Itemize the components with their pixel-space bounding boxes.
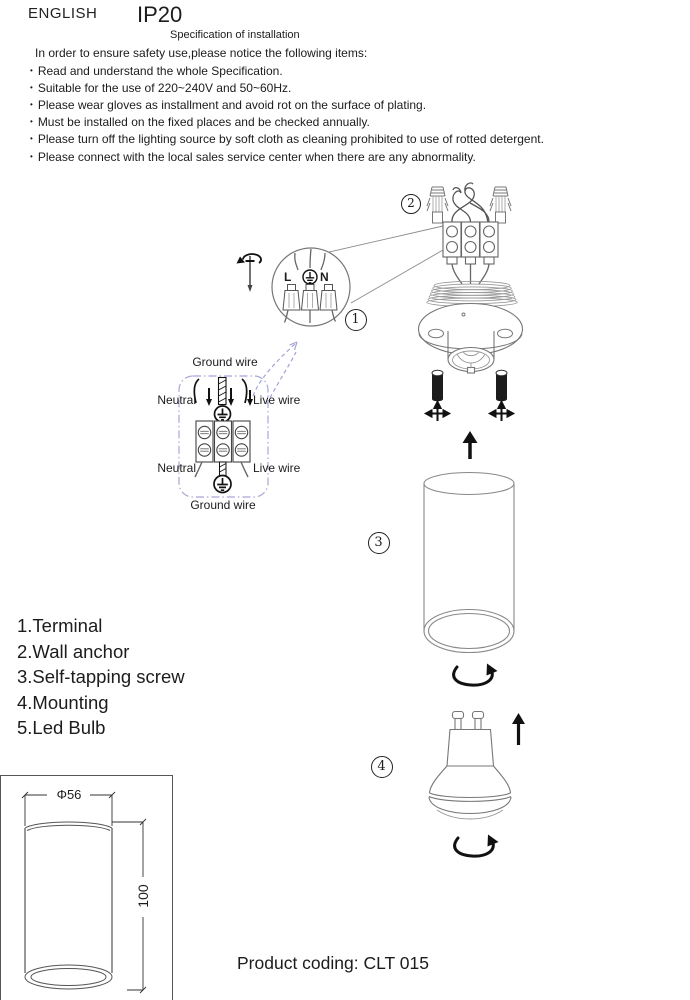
mounting-ribs <box>427 281 517 306</box>
rotate-arrow-bulb <box>455 835 499 857</box>
safety-intro: In order to ensure safety use,please notice the following items: <box>35 46 368 60</box>
rotate-arrow-cylinder <box>454 664 498 686</box>
safety-item <box>30 98 426 112</box>
product-coding: Product coding: CLT 015 <box>237 953 429 973</box>
safety-item-text: Must be installed on the fixed places and be checked annually. <box>37 115 370 129</box>
wall-anchor-right <box>490 187 511 223</box>
live-wire-label-top: Live wire <box>253 393 301 407</box>
safety-item <box>30 81 291 95</box>
language-label: ENGLISH <box>28 5 98 22</box>
cylinder-shade <box>424 473 514 653</box>
wiring-bottom-wires <box>195 462 248 493</box>
bullet-icon: • <box>30 100 33 109</box>
screw-direction-symbol-left <box>426 402 449 421</box>
live-wire-label-bottom: Live wire <box>253 461 301 475</box>
wall-anchor-left <box>427 187 448 223</box>
step-number-1: 1 <box>345 309 367 331</box>
led-bulb <box>429 712 511 820</box>
safety-item-text: Suitable for the use of 220~240V and 50~60Hz. <box>37 81 292 95</box>
self-tapping-screw-right <box>496 370 507 401</box>
neutral-terminal-label: N <box>320 270 329 284</box>
mounting-terminal-block <box>443 222 498 264</box>
up-arrow-mounting <box>463 431 478 459</box>
ground-wire-label-bottom: Ground wire <box>190 498 256 512</box>
safety-item <box>30 150 476 164</box>
bullet-icon: • <box>30 66 33 75</box>
inset-terminal-lugs <box>283 285 337 311</box>
parts-list-item: 3.Self-tapping screw <box>17 666 185 687</box>
up-arrow-bulb <box>512 713 525 745</box>
parts-list-item: 4.Mounting <box>17 691 109 713</box>
safety-item-text: Please turn off the lighting source by soft cloth as cleaning prohibited to use of rotted detergent. <box>37 132 544 146</box>
safety-item-text: Please connect with the local sales service center when there are any abnormality. <box>37 150 476 164</box>
ip-rating-label: IP20 <box>137 2 183 27</box>
safety-item <box>30 64 283 78</box>
height-dimension-label: 100 <box>135 884 151 908</box>
earth-symbol-top <box>215 406 231 422</box>
safety-item <box>30 132 544 146</box>
neutral-label-bottom: Neutral <box>157 461 196 475</box>
mounting-base <box>419 281 523 373</box>
step-number-4: 4 <box>371 756 393 778</box>
neutral-label-top: Neutral <box>157 393 196 407</box>
bullet-icon: • <box>30 152 33 161</box>
bullet-icon: • <box>30 117 33 126</box>
wiring-top-wires <box>194 378 253 407</box>
earth-symbol-bottom <box>214 476 231 493</box>
live-terminal-label: L <box>284 270 292 284</box>
parts-list-item: 1.Terminal <box>17 615 103 636</box>
screw-rotate-icon <box>237 254 261 292</box>
step-number-2: 2 <box>401 194 421 214</box>
safety-item <box>30 115 370 129</box>
parts-list-item: 2.Wall anchor <box>17 640 130 662</box>
safety-item-text: Read and understand the whole Specification. <box>37 64 283 78</box>
step-number-3: 3 <box>368 532 390 554</box>
bullet-icon: • <box>30 134 33 143</box>
earth-symbol-inset <box>303 270 317 284</box>
wiring-terminal-block <box>196 421 250 462</box>
self-tapping-screw-left <box>432 370 443 401</box>
mounting-terminal-wires <box>452 183 489 222</box>
spec-subtitle: Specification of installation <box>170 29 300 41</box>
terminal-closeup-inset <box>272 248 350 326</box>
screw-direction-symbol-right <box>490 402 513 421</box>
parts-list <box>17 613 185 741</box>
parts-list-item: 5.Led Bulb <box>17 717 106 738</box>
bullet-icon: • <box>30 83 33 92</box>
diameter-dimension-label: Φ56 <box>56 787 82 802</box>
safety-item-text: Please wear gloves as installment and avoid rot on the surface of plating. <box>37 98 427 112</box>
ground-wire-label-top: Ground wire <box>192 355 258 369</box>
